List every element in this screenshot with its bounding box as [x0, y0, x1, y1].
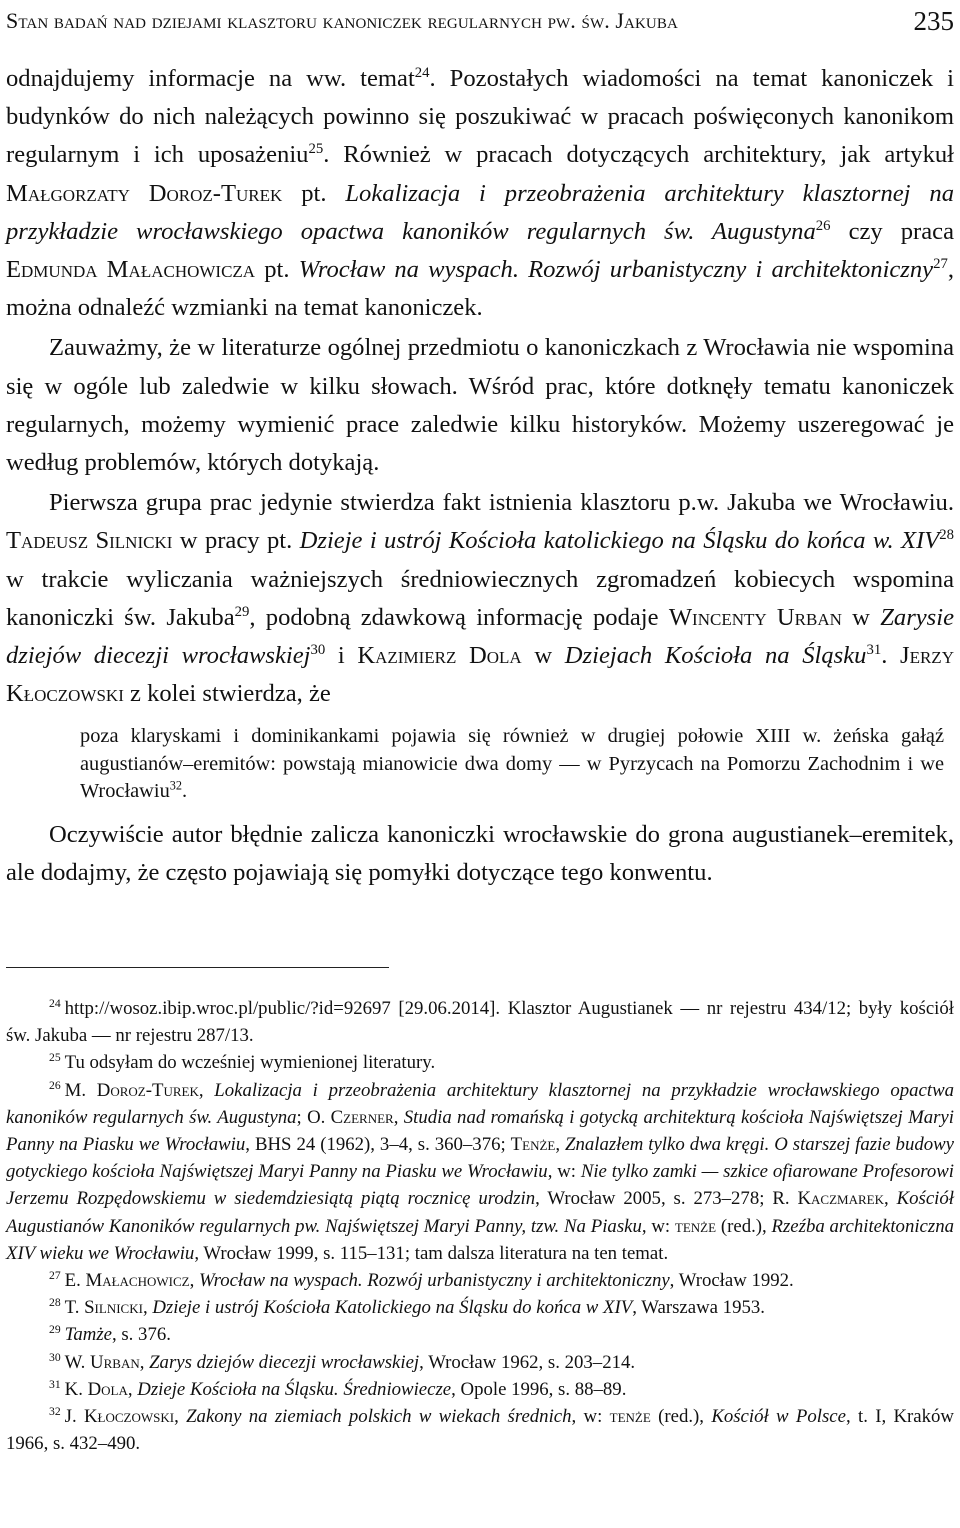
text: ; — [296, 1106, 308, 1128]
text: (red.), — [650, 1406, 712, 1428]
text: w — [841, 603, 881, 631]
footnote-28 — [6, 1294, 954, 1321]
text: , — [127, 1378, 138, 1400]
footnote-separator — [6, 967, 389, 968]
footnote-ref-24: 24 — [414, 64, 430, 81]
work-title: Zarys dziejów diecezji wrocławskiej — [149, 1351, 420, 1373]
text: . Pozostałych wiadomości na temat kanoniczek i budynków do nich należących powinno się poszukiwać w pracach poświęconych kanonikom regularnym i ich uposażeniu — [6, 65, 954, 169]
footnote-number: 24 — [49, 997, 61, 1011]
author-name: Tenże — [510, 1134, 556, 1156]
author-name: Jerzy Kłoczowski — [6, 642, 954, 708]
text: odnajdujemy informacje na ww. temat — [6, 65, 415, 92]
footnote-number: 30 — [49, 1350, 61, 1364]
author-name: E. Małachowicz — [64, 1270, 190, 1292]
text: z kolei stwierdza, że — [123, 680, 331, 708]
text: w trakcie wyliczania ważniejszych średniowiecznych zgromadzeń kobiecych wspomina kanoniczki św. Jakuba — [6, 565, 954, 631]
author-name: R. Kaczmarek — [772, 1188, 884, 1210]
footnote-24 — [6, 995, 954, 1049]
footnote-number: 29 — [49, 1323, 61, 1337]
work-title: Dziejach Kościoła na Śląsku — [564, 642, 867, 670]
footnote-ref-26: 26 — [815, 217, 831, 234]
quote-text: poza klaryskami i dominikankami pojawia się również w drugiej połowie XIII w. żeńska gałąź augustianów–eremitów: powstają mianowicie dwa domy — w Pyrzycach na Pomorzu Zachodnim i we Wrocławiu — [80, 725, 944, 803]
author-name: K. Dola — [64, 1378, 128, 1400]
text: , w: — [547, 1161, 581, 1183]
work-title: Tamże — [64, 1324, 112, 1346]
text: , — [139, 1351, 150, 1373]
text: , Wrocław 2005, s. 273–278; — [535, 1188, 773, 1210]
work-title: Wrocław na wyspach. Rozwój urbanistyczny i architektoniczny — [198, 1270, 670, 1292]
text: , — [189, 1270, 199, 1292]
author-name: T. Silnicki — [64, 1297, 143, 1319]
text: , — [884, 1188, 897, 1210]
text: i — [325, 642, 358, 670]
footnotes — [6, 995, 954, 1457]
footnote-29 — [6, 1321, 954, 1348]
text: , — [174, 1406, 187, 1428]
work-title: Lokalizacja i przeobrażenia architektury klasztornej na przykładzie wrocławskiego opactwa kanoników regularnych św. Augustyna — [6, 1079, 954, 1128]
text: , Wrocław 1992. — [669, 1270, 794, 1292]
footnote-ref-32: 32 — [169, 778, 183, 793]
footnote-text: http://wosoz.ibip.wroc.pl/public/?id=92697 [29.06.2014]. Klasztor Augustianek — nr rejestru 434/12; były kościół św. Jakuba — nr rejestru 287/13. — [6, 998, 954, 1047]
paragraph-3 — [6, 484, 954, 713]
footnote-number: 27 — [49, 1269, 61, 1283]
footnote-ref-25: 25 — [308, 141, 324, 158]
author-name: M. Doroz-Turek — [64, 1079, 199, 1101]
text: , Warszawa 1953. — [632, 1297, 765, 1319]
text: , Wrocław 1999, s. 115–131; tam dalsza literatura na ten temat. — [194, 1242, 669, 1264]
work-title: Lokalizacja i przeobrażenia architektury klasztornej na przykładzie wrocławskiego opactwa kanoników regularnych św. Augustyna — [6, 179, 954, 245]
footnote-ref-30: 30 — [310, 641, 326, 658]
work-title: Dzieje i ustrój Kościoła Katolickiego na Śląsku do końca w XIV — [152, 1297, 633, 1319]
author-name: Kazimierz Dola — [357, 642, 522, 670]
author-name: J. Kłoczowski — [64, 1406, 175, 1428]
work-title: Nie tylko zamki — szkice ofiarowane Profesorowi Jerzemu Rozpędowskiemu w siedemdziesiątą piątą rocznicę urodzin — [6, 1161, 954, 1210]
author-name: Tadeusz Silnicki — [6, 527, 173, 555]
text: . — [182, 780, 188, 803]
page-number: 235 — [913, 6, 954, 36]
text: . — [881, 642, 901, 670]
text: , s. 376. — [111, 1324, 171, 1346]
text: , — [198, 1079, 215, 1101]
text: , w: — [641, 1215, 675, 1237]
footnote-number: 32 — [49, 1405, 61, 1419]
author-name: tenże — [674, 1215, 717, 1237]
work-title: Zakony na ziemiach polskich w wiekach średnich — [186, 1406, 572, 1428]
text: w — [521, 642, 565, 670]
work-title: Dzieje Kościoła na Śląsku. Średniowiecze — [137, 1378, 452, 1400]
footnote-number: 25 — [49, 1051, 61, 1065]
text: pt. — [255, 256, 299, 284]
paragraph-1 — [6, 60, 954, 327]
footnote-25 — [6, 1049, 954, 1076]
text: , można odnaleźć wzmianki na temat kanoniczek. — [6, 256, 955, 322]
paragraph-2: Zauważmy, że w literaturze ogólnej przedmiotu o kanoniczkach z Wrocławia nie wspomina się w ogóle lub zaledwie w kilku słowach. Wśród prac, które dotknęły tematu kanoniczek regularnych, możemy wymienić prace zaledwie kilku historyków. Możemy uszeregować je według problemów, których dotykają. — [6, 334, 954, 477]
work-title: Znalazłem tylko dwa kręgi. O starszej fazie budowy gotyckiego kościoła Najświętszej Maryi Panny na Piasku we Wrocławiu — [6, 1134, 954, 1183]
footnote-30 — [6, 1349, 954, 1376]
footnote-ref-28: 28 — [939, 527, 954, 544]
footnote-ref-31: 31 — [866, 641, 882, 658]
work-title: Studia nad romańską i gotycką architekturą kościoła Najświętszej Maryi Panny na Piasku we Wrocławiu — [6, 1106, 954, 1156]
footnote-ref-29: 29 — [234, 603, 250, 620]
text: , t. I, Kraków 1966, s. 432–490. — [6, 1406, 954, 1455]
footnote-number: 26 — [49, 1078, 61, 1092]
text: Pierwsza grupa prac jedynie stwierdza fakt istnienia klasztoru p.w. Jakuba we Wrocławiu. — [49, 489, 954, 517]
footnote-number: 31 — [49, 1377, 61, 1391]
text: , BHS 24 (1962), 3–4, s. 360–376; — [245, 1134, 511, 1156]
text: (red.), — [716, 1215, 772, 1237]
footnote-27 — [6, 1267, 954, 1294]
text: , Opole 1996, s. 88–89. — [451, 1378, 627, 1400]
body-text — [6, 60, 954, 892]
work-title: Rzeźba architektoniczna XIV wieku we Wrocławiu — [6, 1215, 954, 1264]
running-header — [6, 4, 954, 44]
text: , w: — [571, 1406, 610, 1428]
block-quote — [80, 723, 944, 806]
text: , Wrocław 1962, s. 203–214. — [419, 1351, 636, 1373]
author-name: Wincenty Urban — [668, 603, 842, 631]
running-title: Stan badań nad dziejami klasztoru kanoniczek regularnych pw. św. Jakuba — [6, 8, 678, 33]
footnote-26 — [6, 1077, 954, 1267]
author-name: O. Czerner — [307, 1106, 394, 1128]
author-name: Małgorzaty Doroz-Turek — [6, 179, 283, 207]
text: , — [142, 1297, 153, 1319]
work-title: Wrocław na wyspach. Rozwój urbanistyczny i architektoniczny — [298, 256, 934, 284]
footnote-31 — [6, 1376, 954, 1403]
text: pt. — [282, 179, 346, 207]
paragraph-4: Oczywiście autor błędnie zalicza kanoniczki wrocławskie do grona augustianek–eremitek, ale dodajmy, że często pojawiają się pomyłki dotyczące tego konwentu. — [6, 820, 954, 887]
footnote-text: Tu odsyłam do wcześniej wymienionej literatury. — [64, 1052, 436, 1074]
author-name: tenże — [609, 1406, 651, 1428]
footnote-32 — [6, 1403, 954, 1457]
text: czy praca — [830, 217, 954, 245]
work-title: Kościół Augustianów Kanoników regularnych pw. Najświętszej Maryi Panny, tzw. Na Piasku — [6, 1188, 954, 1237]
footnote-ref-27: 27 — [933, 255, 948, 272]
author-name: W. Urban — [64, 1351, 140, 1373]
text: w pracy pt. — [172, 527, 300, 555]
footnote-number: 28 — [49, 1296, 61, 1310]
text: , — [555, 1134, 566, 1156]
text: . Również w pracach dotyczących architektury, jak artykuł — [323, 141, 954, 169]
text: , — [393, 1106, 404, 1128]
text: , podobną zdawkową informację podaje — [249, 603, 669, 631]
author-name: Edmunda Małachowicza — [6, 256, 256, 284]
work-title: Kościół w Polsce — [711, 1406, 846, 1428]
work-title: Dzieje i ustrój Kościoła katolickiego na Śląsku do końca w. XIV — [299, 527, 940, 555]
work-title: Zarysie dziejów diecezji wrocławskiej — [6, 603, 954, 670]
